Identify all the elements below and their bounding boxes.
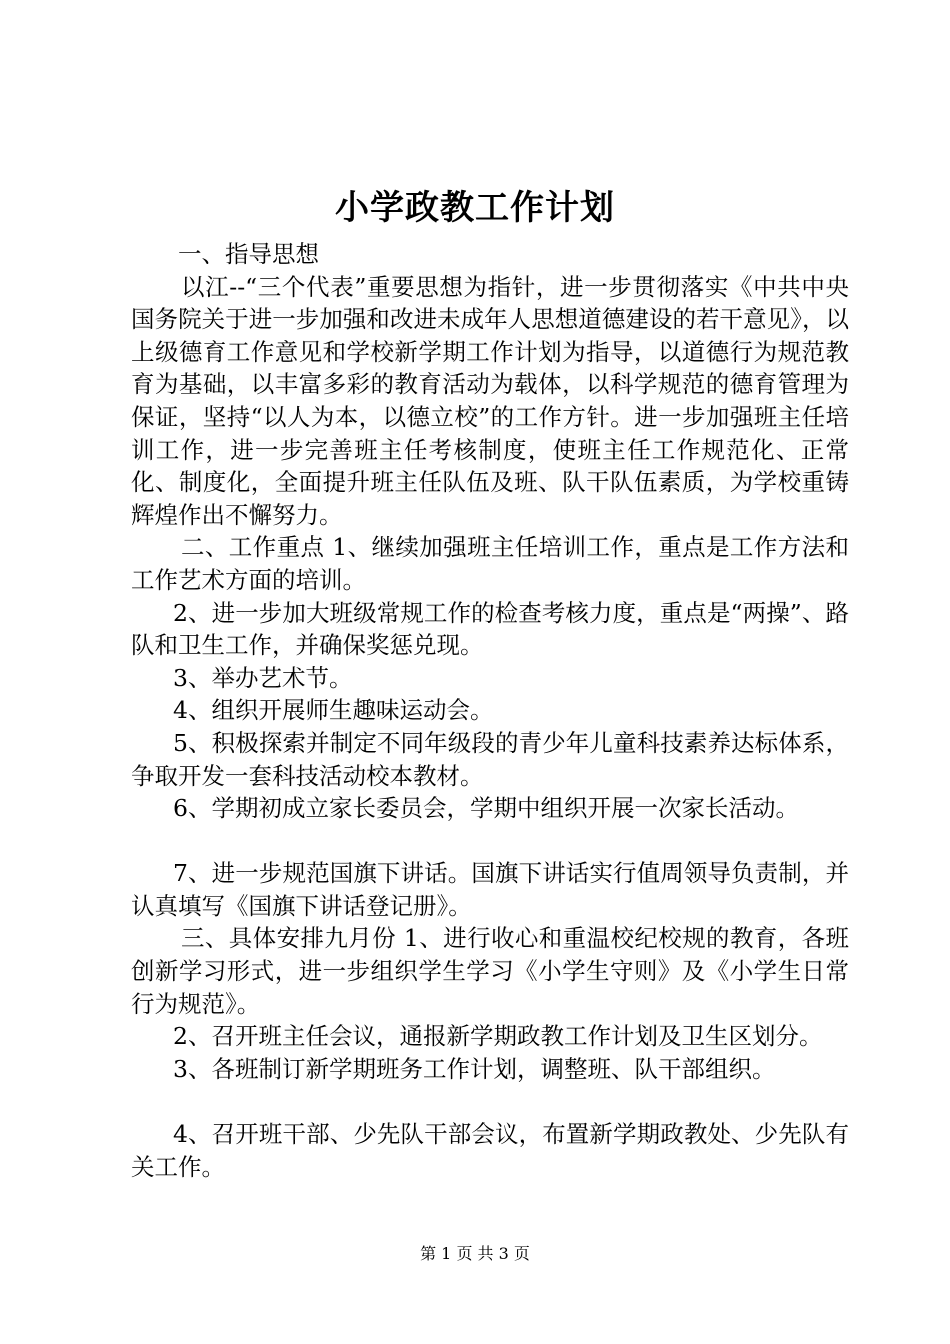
document-body <box>131 238 849 1183</box>
list-item-focus-7: 7、进一步规范国旗下讲话。国旗下讲话实行值周领导负责制，并认真填写《国旗下讲话登记册》。 <box>131 859 849 920</box>
list-item-schedule-3: 3、各班制订新学期班务工作计划，调整班、队干部组织。 <box>173 1054 776 1083</box>
section-heading-schedule: 三、具体安排九月份 1、进行收心和重温校纪校规的教育，各班创新学习形式，进一步组织学生学习《小学生守则》及《小学生日常行为规范》。 <box>131 924 849 1018</box>
list-item-schedule-2: 2、召开班主任会议，通报新学期政教工作计划及卫生区划分。 <box>173 1022 823 1051</box>
list-item-focus-3: 3、举办艺术节。 <box>173 663 353 692</box>
list-item-focus-2: 2、进一步加大班级常规工作的检查考核力度，重点是“两操”、路队和卫生工作，并确保奖惩兑现。 <box>131 598 849 660</box>
paragraph-guiding-thought: 以江--“三个代表”重要思想为指针，进一步贯彻落实《中共中央国务院关于进一步加强和改进未成年人思想道德建设的若干意见》，以上级德育工作意见和学校新学期工作计划为指导，以道德行为规范教育为基础，以丰富多彩的教育活动为载体，以科学规范的德育管理为保证，坚持“以人为本，以德立校”的工作方针。进一步加强班主任培训工作，进一步完善班主任考核制度，使班主任工作规范化、正常化、制度化，全面提升班主任队伍及班、队干队伍素质，为学校重铸辉煌作出不懈努力。 <box>131 272 849 529</box>
blank-line <box>131 1085 849 1118</box>
list-item-schedule-4: 4、召开班干部、少先队干部会议，布置新学期政教处、少先队有关工作。 <box>131 1120 849 1181</box>
section-heading-guiding-thought: 一、指导思想 <box>178 240 319 268</box>
document-title: 小学政教工作计划 <box>335 188 615 228</box>
page-footer: 第 1 页 共 3 页 <box>420 1244 530 1263</box>
list-item-focus-5: 5、积极探索并制定不同年级段的青少年儿童科技素养达标体系，争取开发一套科技活动校本教材。 <box>131 728 849 790</box>
list-item-focus-4: 4、组织开展师生趣味运动会。 <box>173 696 494 725</box>
section-heading-work-focus: 二、工作重点 1、继续加强班主任培训工作，重点是工作方法和工作艺术方面的培训。 <box>131 533 849 594</box>
blank-line <box>131 825 849 858</box>
list-item-focus-6: 6、学期初成立家长委员会，学期中组织开展一次家长活动。 <box>173 794 799 823</box>
